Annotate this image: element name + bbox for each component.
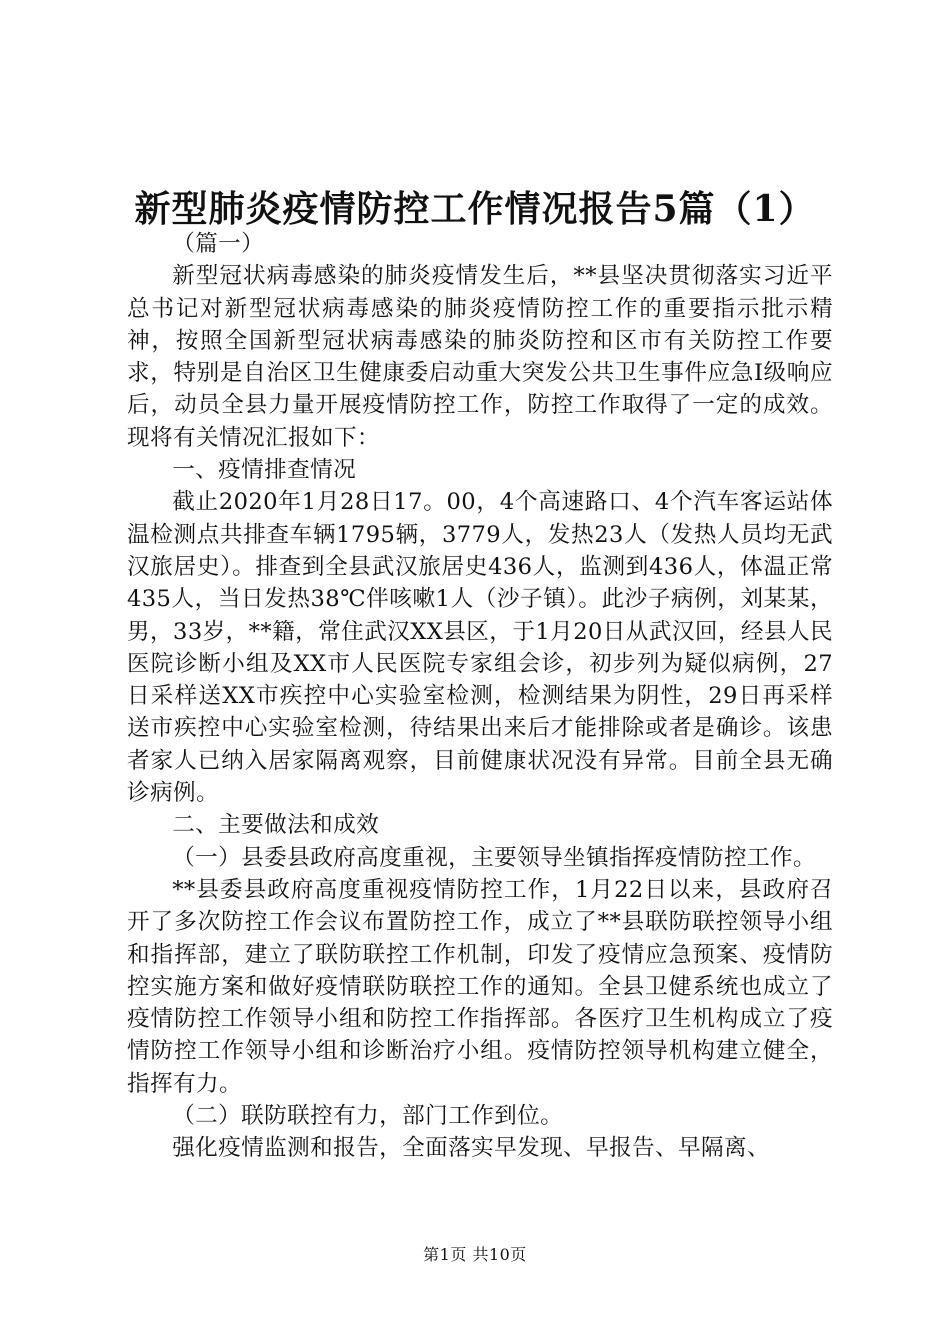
body-paragraph: **县委县政府高度重视疫情防控工作，1月22日以来，县政府召开了多次防控工作会议布置防控工作，成立了**县联防联控领导小组和指挥部，建立了联防联控工作机制，印发了疫情应急预案、疫情防控实施方案和做好疫情联防联控工作的通知。全县卫健系统也成立了疫情防控工作领导小组和防控工作指挥部。各医疗卫生机构成立了疫情防控工作领导小组和诊断治疗小组。疫情防控领导机构建立健全，指挥有力。 [127,876,833,1097]
section-heading: 二、主要做法和成效 [172,812,380,839]
section-label: （篇一） [172,231,265,257]
body-paragraph: 强化疫情监测和报告，全面落实早发现、早报告、早隔离、 [172,1135,771,1162]
body-paragraph: 截止2020年1月28日17。00，4个高速路口、4个汽车客运站体温检测点共排查车辆1795辆，3779人，发热23人（发热人员均无武汉旅居史）。排查到全县武汉旅居史436人，监测到436人，体温正常435人，当日发热38℃伴咳嗽1人（沙子镇）。此沙子病例，刘某某，男，33岁，**籍，常住武汉XX县区，于1月20日从武汉回，经县人民医院诊断小组及XX市人民医院专家组会诊，初步列为疑似病例，27日采样送XX市疾控中心实验室检测，检测结果为阴性，29日再采样送市疾控中心实验室检测，待结果出来后才能排除或者是确诊。该患者家人已纳入居家隔离观察，目前健康状况没有异常。目前全县无确诊病例。 [127,489,833,807]
subsection-heading: （二）联防联控有力，部门工作到位。 [172,1103,564,1130]
page-footer: 第1页 共10页 [423,1245,527,1264]
subsection-heading: （一）县委县政府高度重视，主要领导坐镇指挥疫情防控工作。 [172,844,817,871]
document-body [127,228,833,1165]
section-heading: 一、疫情排查情况 [172,457,357,484]
body-paragraph: 新型冠状病毒感染的肺炎疫情发生后，**县坚决贯彻落实习近平总书记对新型冠状病毒感染的肺炎疫情防控工作的重要指示批示精神，按照全国新型冠状病毒感染的肺炎防控和区市有关防控工作要求，特别是自治区卫生健康委启动重大突发公共卫生事件应急Ⅰ级响应后，动员全县力量开展疫情防控工作，防控工作取得了一定的成效。现将有关情况汇报如下： [127,263,833,451]
document-title: 新型肺炎疫情防控工作情况报告5篇（1） [134,188,816,230]
